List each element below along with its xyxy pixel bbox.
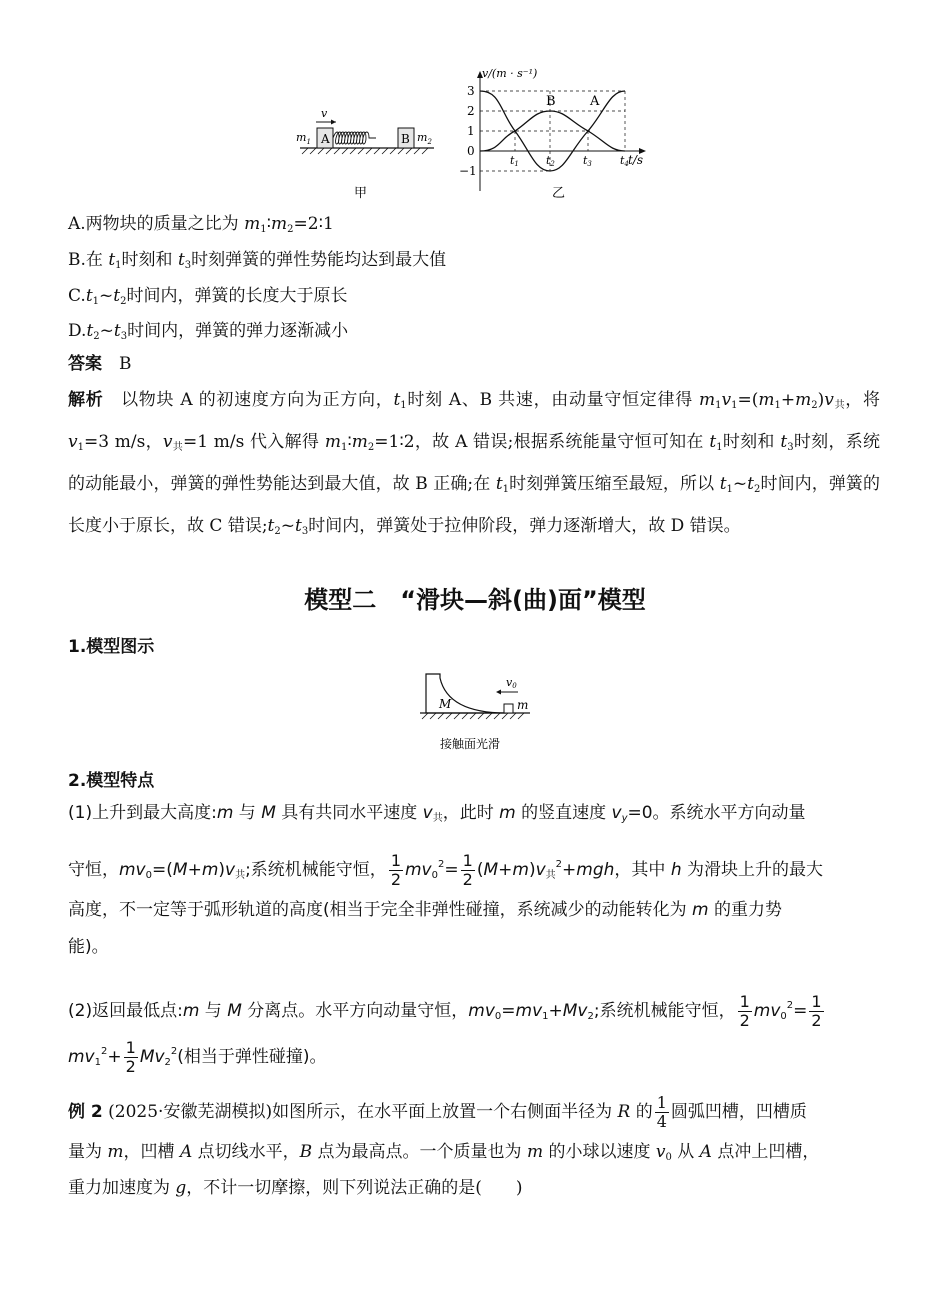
x-axis-label: t/s <box>628 153 644 167</box>
answer-label: 答案 <box>68 354 102 374</box>
label-v0: v0 <box>506 676 517 690</box>
y-tick-1: 1 <box>467 124 475 138</box>
analysis: 解析 以物块 A 的初速度方向为正方向，$t_1$时刻 A、B 共速，由动量守恒定律得 $m_1v_1=(m_1+m_2)v_共$，将 $v_1=3$ m/s，$v_共=1$ m/s 代入解得 $m_1∶m_2=1∶2$，故 A 错误;根据系统能量守恒可知在 $t_1$时刻和 $t_3$时刻，系统的动能最小，弹簧的弹性势能达到最大值，故 B 正确;在 $t_1$时刻弹簧压缩至最短，所以 $t_1\sim t_2$时间内，弹簧的长度小于原长，故 C 错误$;t_2\sim t_3$时间内，弹簧处于拉伸阶段，弹力逐渐增大，故 D 错误。 <box>68 390 881 537</box>
option-a: A.两物块的质量之比为 $m_1∶m_2=2∶1$ <box>68 214 334 235</box>
mass-m2-label: $m_2$ <box>417 131 432 146</box>
heading-model-figure: 1.模型图示 <box>68 637 155 657</box>
block-a-label: A <box>321 132 330 146</box>
example-source: (2025·安徽芜湖模拟) <box>108 1102 273 1122</box>
point1-line4: 能)。 <box>68 937 109 957</box>
point2-line2: $mv_1^2+$ $\frac{1}{2}$ $Mv_2^2$(相当于弹性碰撞)。 <box>68 1037 327 1076</box>
heading-model-features: 2.模型特点 <box>68 771 155 791</box>
x-tick-t1: t1 <box>510 154 519 168</box>
point1-line1: (1)上升到最大高度:m 与 M 具有共同水平速度 $v_共$，此时 m 的竖直速度 $v_y=0$。系统水平方向动量 <box>68 803 806 824</box>
slider-slope-figure <box>418 666 536 758</box>
curve-a-label: A <box>590 94 600 109</box>
velocity-label: v <box>321 107 328 120</box>
option-c: $C.t_1\sim t_2$时间内，弹簧的长度大于原长 <box>68 286 348 307</box>
label-M: M <box>439 697 452 711</box>
x-tick-t3: t3 <box>583 154 592 168</box>
figure-model-caption: 接触面光滑 <box>440 737 501 751</box>
answer <box>68 352 132 376</box>
answer-value: B <box>119 354 132 374</box>
block-b-label: B <box>401 132 410 146</box>
point1-line2: 守恒，$mv_0=(M+m)v_共$;系统机械能守恒， $\frac{1}{2}$ $mv_0^2=$ $\frac{1}{2}$ $(M+m)v_共^2+mgh$，其中 h 为滑块上升的最大 <box>68 850 823 889</box>
section-title: 模型二 “滑块—斜(曲)面”模型 <box>304 586 646 614</box>
curved-block <box>426 674 506 713</box>
figure-yi-caption: 乙 <box>552 186 566 201</box>
velocity-time-graph <box>455 66 665 204</box>
y-tick-2: 2 <box>467 104 475 118</box>
y-axis-label: v/(m · s⁻¹) <box>482 67 538 80</box>
label-m: m <box>517 698 529 712</box>
analysis-label: 解析 <box>68 390 104 410</box>
y-tick-minus1: −1 <box>459 164 477 178</box>
mass-m1-label: $m_1$ <box>296 131 311 146</box>
x-tick-t2: t2 <box>546 154 555 168</box>
point1-line3: 高度，不一定等于弧形轨道的高度(相当于完全非弹性碰撞，系统减少的动能转化为 m 的重力势 <box>68 900 783 920</box>
point2-line1: (2)返回最低点:m 与 M 分离点。水平方向动量守恒，$mv_0=mv_1+Mv_2$;系统机械能守恒， $\frac{1}{2}$ $mv_0^2=$ $\frac{1}{2}$ <box>68 991 822 1030</box>
curve-b-label: B <box>546 94 556 109</box>
option-d: $D.t_2\sim t_3$时间内，弹簧的弹力逐渐减小 <box>68 321 349 342</box>
example2-line1: 例 2 (2025·安徽芜湖模拟)如图所示，在水平面上放置一个右侧面半径为 R 的 $\frac{1}{4}$ 圆弧凹槽，凹槽质 <box>68 1093 807 1131</box>
option-b: B.在 $t_1$时刻和 $t_3$时刻弹簧的弹性势能均达到最大值 <box>68 250 447 271</box>
y-tick-0: 0 <box>467 144 475 158</box>
spring <box>333 132 376 144</box>
x-tick-t4: t4 <box>620 154 629 168</box>
figure-jia-caption: 甲 <box>354 186 368 201</box>
example2-line3: 重力加速度为 g，不计一切摩擦，则下列说法正确的是( ) <box>68 1178 523 1198</box>
spring-block-figure <box>292 100 442 204</box>
example2-line2: 量为 m，凹槽 A 点切线水平，B 点为最高点。一个质量也为 m 的小球以速度 $v_0$ 从 A 点冲上凹槽， <box>68 1142 820 1163</box>
y-tick-3: 3 <box>467 84 475 98</box>
example-label: 例 2 <box>68 1102 103 1122</box>
small-block <box>504 704 513 713</box>
